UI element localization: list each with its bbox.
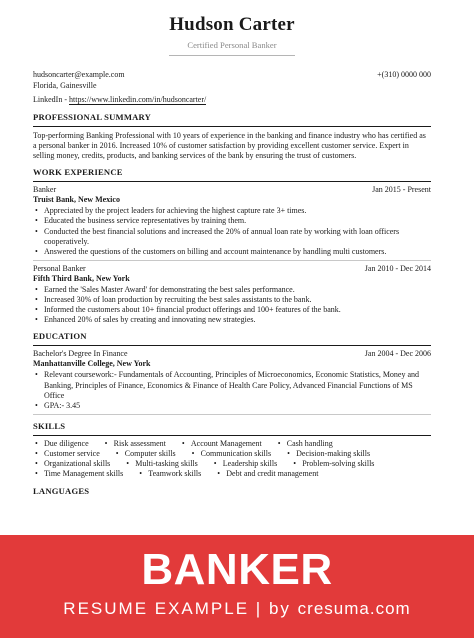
list-item: • Conducted the best financial solutions and increased the 20% of annual loan rate by working with loan officers cooperatively. <box>33 227 431 247</box>
banner-subtitle <box>0 598 474 620</box>
job-date: Jan 2015 - Present <box>372 185 431 195</box>
skill-item: • Computer skills <box>114 449 176 459</box>
summary-section <box>33 112 431 162</box>
education-entry <box>33 349 431 414</box>
contact-location: Florida, Gainesville <box>33 80 97 90</box>
skill-item: • Cash handling <box>276 439 333 449</box>
banner-separator: | <box>255 599 263 618</box>
experience-heading: WORK EXPERIENCE <box>33 167 431 182</box>
skills-row <box>33 459 431 469</box>
list-item: • Earned the 'Sales Master Award' for demonstrating the best sales performance. <box>33 285 431 295</box>
experience-section <box>33 167 431 325</box>
skill-item: • Problem-solving skills <box>291 459 374 469</box>
candidate-name: Hudson Carter <box>169 14 295 35</box>
candidate-title: Certified Personal Banker <box>187 40 277 50</box>
skills-heading: SKILLS <box>33 421 431 436</box>
header-divider <box>169 55 295 56</box>
promo-banner <box>0 535 474 638</box>
skill-item: • Teamwork skills <box>137 469 201 479</box>
education-heading: EDUCATION <box>33 331 431 346</box>
skill-item: • Communication skills <box>190 449 271 459</box>
list-item: • Increased 30% of loan production by recruiting the best sales assistants to the bank. <box>33 295 431 305</box>
contact-block <box>33 70 431 106</box>
list-item: • Enhanced 20% of sales by creating and innovating new strategies. <box>33 315 431 325</box>
education-bullets <box>33 370 431 411</box>
skills-section <box>33 421 431 480</box>
job-employer: Truist Bank, New Mexico <box>33 195 120 205</box>
languages-section <box>33 486 431 500</box>
education-section <box>33 331 431 414</box>
linkedin-link[interactable]: https://www.linkedin.com/in/hudsoncarter/ <box>69 95 207 104</box>
list-item: • GPA:- 3.45 <box>33 401 431 411</box>
skill-item: • Multi-tasking skills <box>124 459 197 469</box>
skills-list <box>33 439 431 480</box>
skill-item: • Leadership skills <box>212 459 277 469</box>
job-bullets <box>33 285 431 326</box>
list-item: • Educated the business service representatives by training them. <box>33 216 431 226</box>
skills-row <box>33 449 431 459</box>
banner-brand-link[interactable]: cresuma.com <box>297 599 411 618</box>
job-title: Personal Banker <box>33 263 86 273</box>
linkedin-label: LinkedIn <box>33 95 63 104</box>
list-item: • Relevant coursework:- Fundamentals of Accounting, Principles of Microeconomics, Economic Statistics, Money and Banking, Principles of Finance, Economics & Finance of Health Care Policy, Advanced Financial Functions of MS Office <box>33 370 431 401</box>
job-entry <box>33 185 431 261</box>
banner-by: by <box>268 599 291 618</box>
skill-item: • Debt and credit management <box>215 469 318 479</box>
skill-item: • Time Management skills <box>33 469 123 479</box>
list-item: • Answered the questions of the customers on billing and account maintenance by handling multi customers. <box>33 247 431 257</box>
job-bullets <box>33 206 431 257</box>
list-item: • Informed the customers about 10+ financial product offerings and 100+ features of the bank. <box>33 305 431 315</box>
education-date: Jan 2004 - Dec 2006 <box>364 349 431 359</box>
job-entry <box>33 264 431 326</box>
skill-item: • Customer service <box>33 449 100 459</box>
banner-resume-example: RESUME EXAMPLE <box>63 599 250 618</box>
skill-item: • Organizational skills <box>33 459 110 469</box>
list-item: • Appreciated by the project leaders for achieving the highest capture rate 3+ times. <box>33 206 431 216</box>
entry-divider <box>33 260 431 261</box>
languages-heading: LANGUAGES <box>33 485 90 496</box>
summary-text: Top-performing Banking Professional with 10 years of experience in the banking and finance industry who has certified as a personal banker in 2016. Increased 10% of customer satisfaction by providing excellent customer service. Expert in selling money, credits, products, and banking services of the bank by ensuring the trust of customers. <box>33 130 426 160</box>
school-name: Manhattanville College, New York <box>33 359 151 369</box>
job-title: Banker <box>33 185 57 195</box>
skill-item: • Decision-making skills <box>285 449 370 459</box>
skill-item: • Due diligence <box>33 439 89 449</box>
contact-email[interactable]: hudsoncarter@example.com <box>33 70 125 79</box>
summary-heading: PROFESSIONAL SUMMARY <box>33 112 431 127</box>
degree-name: Bachelor's Degree In Finance <box>33 349 128 359</box>
job-date: Jan 2010 - Dec 2014 <box>364 263 431 273</box>
skill-item: • Account Management <box>180 439 262 449</box>
skills-row <box>33 439 431 449</box>
skills-row <box>33 469 431 479</box>
entry-divider <box>33 414 431 415</box>
linkedin-row <box>33 95 431 106</box>
contact-phone: +(310) 0000 000 <box>377 70 431 79</box>
linkedin-separator: - <box>64 95 67 104</box>
job-employer: Fifth Third Bank, New York <box>33 273 130 283</box>
banner-title: BANKER <box>141 545 333 594</box>
skill-item: • Risk assessment <box>103 439 166 449</box>
